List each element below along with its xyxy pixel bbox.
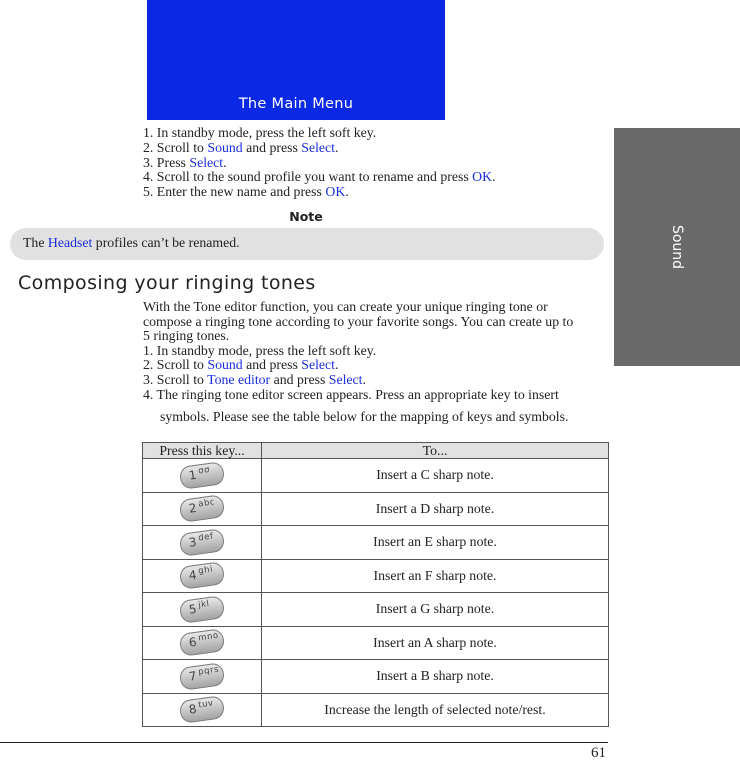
key-cell	[143, 626, 262, 660]
note-text	[23, 235, 240, 251]
table-header-row	[143, 443, 609, 459]
text-segment: 3. Scroll to	[143, 371, 208, 387]
key-letters: def	[197, 531, 215, 544]
key-digit: 3	[187, 534, 198, 550]
key-digit: 6	[187, 635, 198, 651]
text-segment: 2. Scroll to	[143, 357, 208, 373]
key-cell	[143, 559, 262, 593]
text-segment: With the Tone editor function, you can create your unique ringing tone or	[143, 299, 548, 314]
screen-title: The Main Menu	[238, 96, 354, 112]
text-segment: 4. Scroll to the sound profile you want to rename and press	[143, 169, 473, 185]
table-row	[143, 593, 609, 627]
key-digit: 4	[187, 568, 198, 584]
side-tab-label: Sound	[669, 224, 685, 270]
highlighted-term: Tone editor	[207, 371, 271, 387]
action-cell: Increase the length of selected note/rest.	[262, 693, 609, 727]
key-mapping-table	[142, 442, 609, 727]
key-letters: jkl	[197, 598, 211, 611]
key-letters: σσ	[197, 464, 211, 477]
highlighted-term: Sound	[207, 139, 243, 155]
key-cell	[143, 593, 262, 627]
rename-steps	[143, 126, 496, 200]
highlighted-term: OK	[325, 184, 346, 200]
table-row	[143, 492, 609, 526]
text-segment: .	[223, 154, 227, 170]
body-indent-line: symbols. Please see the table below for the mapping of keys and symbols.	[160, 409, 569, 425]
text-segment: and press	[242, 139, 302, 155]
key-cell	[143, 526, 262, 560]
text-segment: The	[23, 235, 48, 250]
key-8-icon	[179, 695, 226, 724]
text-segment: .	[362, 371, 366, 387]
highlighted-term: Select	[328, 371, 363, 387]
action-cell: Insert an F sharp note.	[262, 559, 609, 593]
key-cell	[143, 693, 262, 727]
highlighted-term: Select	[189, 154, 224, 170]
key-letters: mno	[197, 630, 220, 644]
note-title: Note	[289, 209, 323, 224]
key-4-icon	[179, 561, 226, 590]
key-6-icon	[179, 628, 226, 657]
highlighted-term: Sound	[207, 357, 243, 373]
action-cell: Insert a D sharp note.	[262, 492, 609, 526]
text-segment: 2. Scroll to	[143, 139, 208, 155]
key-5-icon	[179, 595, 226, 624]
body-line	[143, 388, 611, 403]
highlighted-term: Headset	[47, 235, 93, 250]
text-segment: .	[345, 184, 349, 200]
step-line	[143, 156, 496, 171]
key-digit: 7	[187, 668, 198, 684]
action-cell: Insert a B sharp note.	[262, 660, 609, 694]
body-line	[143, 300, 611, 315]
text-segment: profiles can’t be renamed.	[92, 235, 240, 250]
step-line	[143, 170, 496, 185]
highlighted-term: Select	[301, 139, 336, 155]
key-1-icon	[179, 461, 226, 490]
main-menu-screen	[147, 0, 445, 120]
note-box	[10, 228, 604, 260]
text-segment: 3. Press	[143, 154, 190, 170]
key-3-icon	[179, 528, 226, 557]
key-digit: 2	[187, 501, 198, 517]
section-heading: Composing your ringing tones	[18, 272, 316, 294]
step-line	[143, 126, 496, 141]
footer-rule	[0, 742, 608, 743]
action-cell: Insert a G sharp note.	[262, 593, 609, 627]
text-segment: and press	[270, 371, 329, 387]
body-line	[143, 344, 611, 359]
body-line	[143, 373, 611, 388]
key-letters: abc	[197, 497, 216, 510]
key-letters: ghi	[197, 564, 214, 577]
highlighted-term: OK	[472, 169, 493, 185]
body-line	[143, 329, 611, 344]
table-row	[143, 459, 609, 493]
text-segment: 1. In standby mode, press the left soft key.	[143, 342, 377, 358]
body-line	[143, 358, 611, 373]
key-2-icon	[179, 494, 226, 523]
text-segment: .	[335, 357, 339, 373]
table-header-action: To...	[262, 443, 609, 459]
body-lines	[143, 300, 611, 402]
table-header-key: Press this key...	[143, 443, 262, 459]
text-segment: and press	[242, 357, 302, 373]
action-cell: Insert an A sharp note.	[262, 626, 609, 660]
step-line	[143, 141, 496, 156]
text-segment: 5 ringing tones.	[143, 328, 230, 344]
table-row	[143, 626, 609, 660]
key-digit: 1	[187, 467, 198, 483]
key-cell	[143, 660, 262, 694]
action-cell: Insert an E sharp note.	[262, 526, 609, 560]
text-segment: 4. The ringing tone editor screen appears. Press an appropriate key to insert	[143, 386, 559, 402]
side-tab	[614, 128, 740, 366]
key-letters: tuv	[197, 698, 215, 711]
page-number: 61	[591, 745, 606, 761]
body-line	[143, 315, 611, 330]
step-line	[143, 185, 496, 200]
table-row	[143, 693, 609, 727]
key-letters: pqrs	[197, 664, 220, 678]
table-row	[143, 526, 609, 560]
action-cell: Insert a C sharp note.	[262, 459, 609, 493]
highlighted-term: Select	[301, 357, 336, 373]
key-7-icon	[179, 662, 226, 691]
text-segment: .	[335, 139, 339, 155]
text-segment: .	[492, 169, 496, 185]
text-segment: compose a ringing tone according to your favorite songs. You can create up to	[143, 313, 574, 329]
key-cell	[143, 492, 262, 526]
text-segment: 5. Enter the new name and press	[143, 184, 326, 200]
key-digit: 8	[187, 702, 198, 718]
section-body	[143, 300, 611, 425]
key-digit: 5	[187, 601, 198, 617]
text-segment: 1. In standby mode, press the left soft key.	[143, 125, 377, 140]
table-row	[143, 660, 609, 694]
table-row	[143, 559, 609, 593]
key-cell	[143, 459, 262, 493]
